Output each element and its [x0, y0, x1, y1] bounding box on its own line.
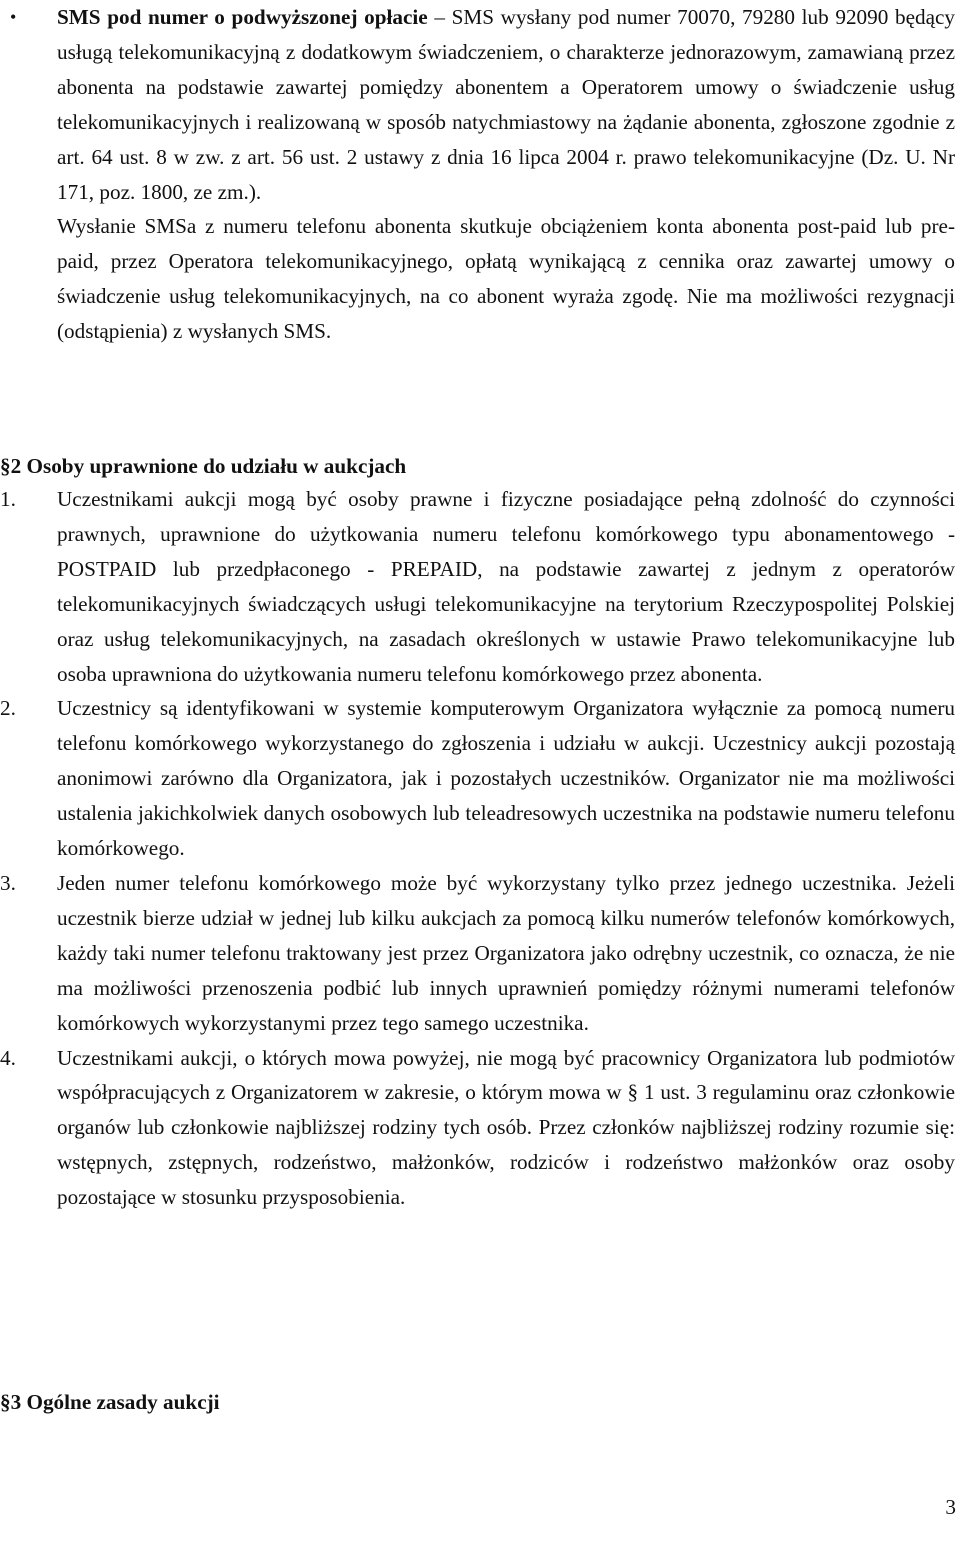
list-item-number: 4.: [0, 1045, 16, 1070]
list-item: [0, 866, 955, 1041]
list-item-number: 2.: [0, 696, 16, 721]
section-2-heading: §2 Osoby uprawnione do udziału w aukcjach: [0, 454, 407, 478]
sms-definition-text: [57, 0, 955, 209]
list-item-number: 3.: [0, 870, 16, 895]
section-3-heading: §3 Ogólne zasady aukcji: [0, 1390, 220, 1414]
bullet-icon: •: [10, 7, 17, 27]
sms-charge-text: Wysłanie SMSa z numeru telefonu abonenta skutkuje obciążeniem konta abonenta post-paid lub pre-paid, przez Operatora telekomunikacyjnego, opłatą wynikającą z cennika oraz zawartej umowy o świadczenie usług telekomunikacyjnych, na co abonent wyraża zgodę. Nie ma możliwości rezygnacji (odstąpienia) z wysłanych SMS.: [57, 214, 955, 344]
list-item: [0, 1041, 955, 1216]
section-2-list: [0, 482, 955, 1215]
sms-definition-term: SMS pod numer o podwyższonej opłacie: [57, 5, 428, 29]
list-item-text: Uczestnicy są identyfikowani w systemie komputerowym Organizatora wyłącznie za pomocą numeru telefonu komórkowego wykorzystanego do zgłoszenia i udziału w aukcji. Uczestnicy aukcji pozostają anonimowi zarówno dla Organizatora, jak i pozostałych uczestników. Organizator nie ma możliwości ustalenia jakichkolwiek danych osobowych lub teleadresowych uczestnika na podstawie numeru telefonu komórkowego.: [57, 696, 955, 861]
list-item-text: Uczestnikami aukcji, o których mowa powyżej, nie mogą być pracownicy Organizatora lub podmiotów współpracujących z Organizatorem w zakresie, o którym mowa w § 1 ust. 3 regulaminu oraz członkowie organów lub członkowie najbliższej rodziny tych osób. Przez członków najbliższej rodziny rozumie się: wstępnych, zstępnych, rodzeństwo, małżonków, rodziców i rodzeństwo małżonków oraz osoby pozostające w stosunku przysposobienia.: [57, 1045, 955, 1210]
list-item-text: Uczestnikami aukcji mogą być osoby prawne i fizyczne posiadające pełną zdolność do czynności prawnych, uprawnione do użytkowania numeru telefonu komórkowego typu abonamentowego - POSTPAID lub przedpłaconego - PREPAID, na podstawie zawartej z jednym z operatorów telekomunikacyjnych świadczących usługi telekomunikacyjne na terytorium Rzeczypospolitej Polskiej oraz usług telekomunikacyjnych, na zasadach określonych w ustawie Prawo telekomunikacyjne lub osoba uprawniona do użytkowania numeru telefonu komórkowego przez abonenta.: [57, 487, 955, 686]
page-number: 3: [945, 1495, 956, 1519]
sms-definition-body: – SMS wysłany pod numer 70070, 79280 lub 92090 będący usługą telekomunikacyjną z dodatkowym świadczeniem, o charakterze jednorazowym, zamawianą przez abonenta na podstawie zawartej pomiędzy abonentem a Operatorem umowy o świadczenie usług telekomunikacyjnych i realizowaną w sposób natychmiastowy na żądanie abonenta, zgłoszone zgodnie z art. 64 ust. 8 w zw. z art. 56 ust. 2 ustawy z dnia 16 lipca 2004 r. prawo telekomunikacyjne (Dz. U. Nr 171, poz. 1800, ze zm.).: [57, 5, 955, 204]
list-item-text: Jeden numer telefonu komórkowego może być wykorzystany tylko przez jednego uczestnika. Jeżeli uczestnik bierze udział w jednej lub kilku aukcjach za pomocą kilku numerów telefonów komórkowych, każdy taki numer telefonu traktowany jest przez Organizatora jako odrębny uczestnik, co oznacza, że nie ma możliwości przenoszenia podbić lub innych uprawnień pomiędzy różnymi numerami telefonów komórkowych wykorzystanymi przez tego samego uczestnika.: [57, 870, 955, 1035]
sms-definition-paragraph: [10, 0, 955, 349]
list-item: [0, 482, 955, 691]
list-item: [0, 691, 955, 866]
list-item-number: 1.: [0, 487, 16, 511]
